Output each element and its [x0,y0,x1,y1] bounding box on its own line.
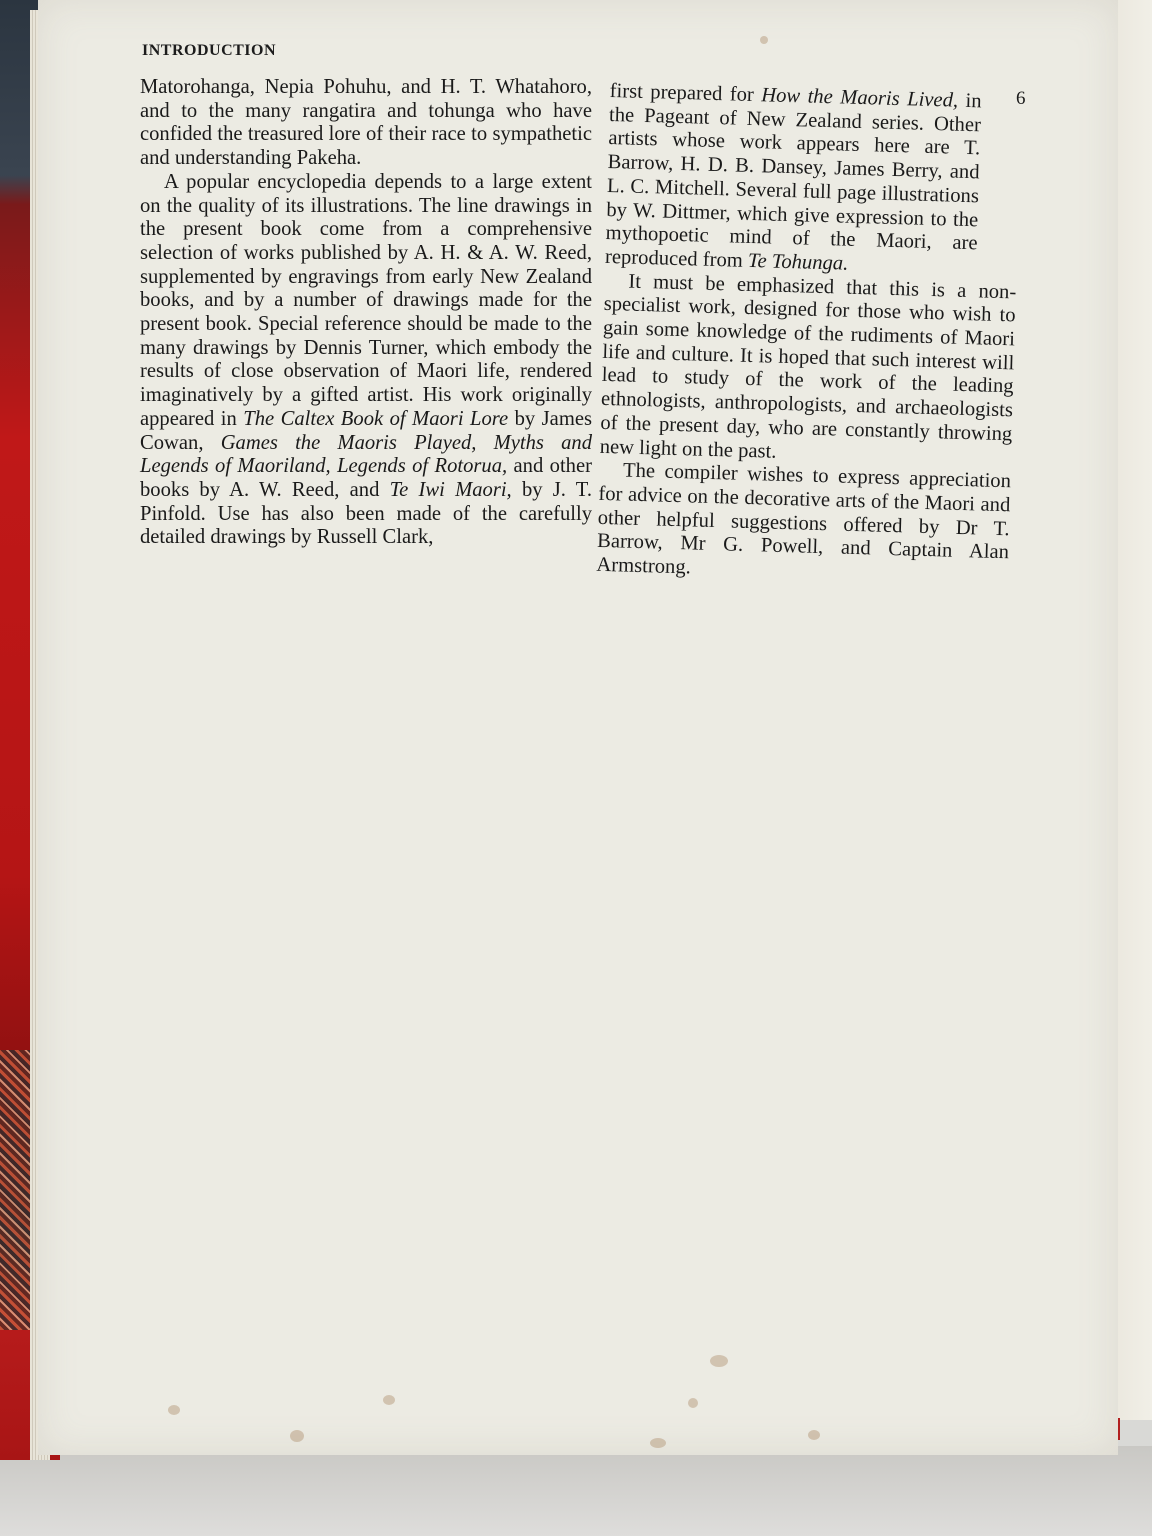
foxing-spot [290,1430,304,1442]
paragraph [140,76,592,171]
paragraph [140,171,592,550]
text-run: Matorohanga, Nepia Pohuhu, and H. T. Whatahoro, and to the many rangatira and tohunga who have confided the treasured lore of their race to sympathetic and understanding Pakeha. [140,76,592,170]
foxing-spot [710,1355,728,1367]
foxing-spot [168,1405,180,1415]
text-run: by James Cowan, [140,407,592,454]
text-run: It must be emphasized that this is a non-specialist work, designed for those who wish to gain some knowledge of the rudiments of Maori life and culture. It is hoped that such interest will lead to study of the work of the leading ethnologists, anthropologists, and archaeologists of the present day, who are constantly throwing new light on the past. [599,270,1017,463]
italic-title: Games the Maoris Played, Myths and Legends of Maoriland, Legends of Rotorua, [140,431,593,478]
italic-title: The Caltex Book of Maori Lore [243,407,509,430]
paragraph [599,270,1016,471]
foxing-spot [383,1395,395,1405]
text-run: The compiler wishes to express appreciation for advice on the decorative arts of the Maori and other helpful suggestions offered by Dr T. Barrow, Mr G. Powell, and Captain Alan Armstrong. [596,459,1012,579]
text-column-left [140,76,592,550]
paragraph [605,80,1022,281]
foxing-spot [688,1398,698,1408]
italic-title: Te Iwi Maori, [389,478,512,501]
table-surface [0,1446,1152,1536]
text-run: by J. T. Pinfold. Use has also been made of the carefully detailed drawings by Russell Clark, [140,478,592,549]
foxing-spot [760,36,768,44]
italic-title: Te Tohunga. [747,249,849,275]
text-run: A popular encyclopedia depends to a large extent on the quality of its illustrations. The line drawings in the present book come from a comprehensive selection of works published by A. H. & A. W. Reed, supplemented by engravings from early New Zealand books, and by a number of drawings made for the present book. Special reference should be made to the many drawings by Dennis Turner, which embody the results of close observation of Maori life, rendered imaginatively by a gifted artist. His work originally appeared in [140,170,592,430]
foxing-spot [650,1438,666,1448]
paragraph [596,459,1011,589]
text-run: first prepared for [609,80,762,107]
foxing-spot [808,1430,820,1440]
italic-title: How the Maoris Lived, [760,84,959,112]
text-run: in the Pageant of New Zealand series. Other artists whose work appears here are T. Barrow, H. D. B. Dansey, James Berry, and L. C. Mitchell. Several full page illustrations by W. Dittmer, which give expression to the mythopoetic mind of the Maori, are reproduced from [604,89,982,272]
text-run: and other books by A. W. Reed, and [140,455,592,501]
text-column-right [596,80,1022,589]
page-number: 6 [1016,88,1026,109]
running-head: INTRODUCTION [142,42,277,59]
